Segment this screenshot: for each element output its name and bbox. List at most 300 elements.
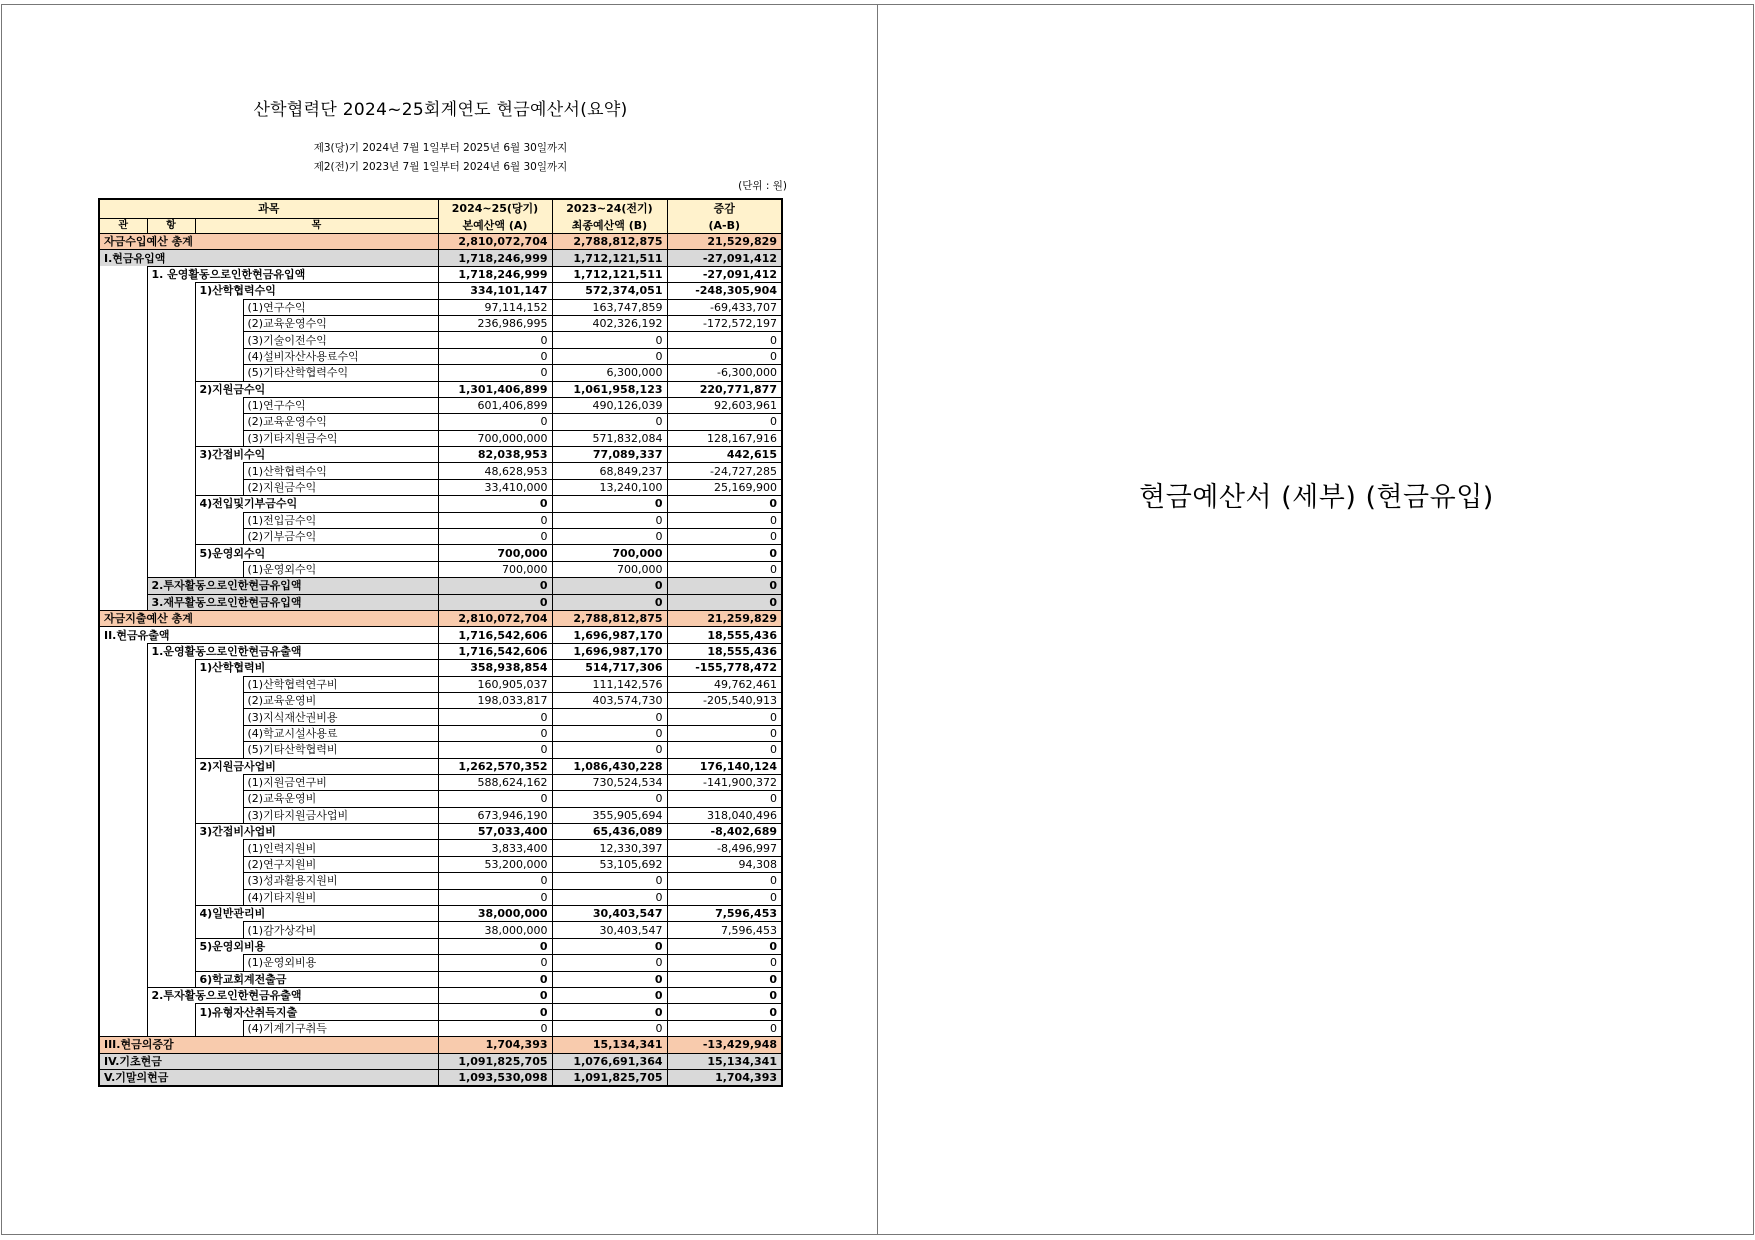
indent-cell xyxy=(195,348,243,364)
row-label: (2)교육운영비 xyxy=(243,791,438,807)
value-c: 0 xyxy=(667,791,782,807)
indent-cell xyxy=(195,873,243,889)
indent-cell xyxy=(147,725,195,741)
indent-cell xyxy=(195,791,243,807)
value-b: 163,747,859 xyxy=(552,299,667,315)
value-c: 0 xyxy=(667,1004,782,1020)
value-a: 0 xyxy=(438,938,552,954)
unit-label: (단위 : 원) xyxy=(738,180,787,192)
table-row xyxy=(99,725,782,741)
row-label: (1)전입금수익 xyxy=(243,512,438,528)
indent-cell xyxy=(147,676,195,692)
indent-cell xyxy=(147,348,195,364)
row-label: 1)유형자산취득지출 xyxy=(195,1004,438,1020)
period-previous: 제2(전)기 2023년 7월 1일부터 2024년 6월 30일까지 xyxy=(313,161,568,173)
cash-budget-table xyxy=(98,198,783,1087)
indent-cell xyxy=(195,463,243,479)
header-mok: 목 xyxy=(195,219,438,234)
value-c: 18,555,436 xyxy=(667,643,782,659)
indent-cell xyxy=(99,545,147,561)
value-c: 0 xyxy=(667,414,782,430)
value-c: 0 xyxy=(667,496,782,512)
value-b: 12,330,397 xyxy=(552,840,667,856)
row-label: I.현금유입액 xyxy=(99,250,438,266)
table-row xyxy=(99,397,782,413)
indent-cell xyxy=(147,315,195,331)
row-label: 2)지원금수익 xyxy=(195,381,438,397)
indent-cell xyxy=(99,742,147,758)
indent-cell xyxy=(147,496,195,512)
value-b: 65,436,089 xyxy=(552,824,667,840)
row-label: II.현금유출액 xyxy=(99,627,438,643)
value-c: 94,308 xyxy=(667,856,782,872)
header-col-c-line1: 증감 xyxy=(667,199,782,219)
indent-cell xyxy=(147,873,195,889)
value-a: 53,200,000 xyxy=(438,856,552,872)
table-row xyxy=(99,332,782,348)
value-c: 0 xyxy=(667,1020,782,1036)
value-c: -141,900,372 xyxy=(667,774,782,790)
value-c: 128,167,916 xyxy=(667,430,782,446)
indent-cell xyxy=(99,315,147,331)
row-label: (1)운영외수익 xyxy=(243,561,438,577)
table-row xyxy=(99,906,782,922)
value-b: 111,142,576 xyxy=(552,676,667,692)
header-col-a-line2: 본예산액 (A) xyxy=(438,219,552,234)
indent-cell xyxy=(195,807,243,823)
row-label: 3)간접비수익 xyxy=(195,447,438,463)
indent-cell xyxy=(147,922,195,938)
value-b: 2,788,812,875 xyxy=(552,610,667,626)
indent-cell xyxy=(99,463,147,479)
value-b: 355,905,694 xyxy=(552,807,667,823)
row-label: (3)기타지원금수익 xyxy=(243,430,438,446)
row-label: (5)기타산학협력수익 xyxy=(243,365,438,381)
table-row xyxy=(99,348,782,364)
row-label: (2)지원금수익 xyxy=(243,479,438,495)
row-label: 자금수입예산 총계 xyxy=(99,234,438,250)
row-label: (2)연구지원비 xyxy=(243,856,438,872)
row-label: 4)전입및기부금수익 xyxy=(195,496,438,512)
table-row xyxy=(99,987,782,1003)
value-b: 0 xyxy=(552,1004,667,1020)
value-b: 15,134,341 xyxy=(552,1037,667,1053)
table-row xyxy=(99,1053,782,1069)
value-b: 700,000 xyxy=(552,561,667,577)
row-label: (2)교육운영수익 xyxy=(243,315,438,331)
value-a: 0 xyxy=(438,1004,552,1020)
value-a: 0 xyxy=(438,971,552,987)
value-c: -155,778,472 xyxy=(667,660,782,676)
value-b: 0 xyxy=(552,955,667,971)
value-b: 0 xyxy=(552,987,667,1003)
value-b: 0 xyxy=(552,529,667,545)
table-row xyxy=(99,1069,782,1086)
indent-cell xyxy=(147,397,195,413)
right-page-title: 현금예산서 (세부) (현금유입) xyxy=(1139,482,1494,513)
indent-cell xyxy=(147,938,195,954)
value-c: -248,305,904 xyxy=(667,283,782,299)
table-row xyxy=(99,299,782,315)
indent-cell xyxy=(147,971,195,987)
table-row xyxy=(99,1020,782,1036)
table-row xyxy=(99,610,782,626)
indent-cell xyxy=(99,430,147,446)
indent-cell xyxy=(147,660,195,676)
row-label: 자금지출예산 총계 xyxy=(99,610,438,626)
value-b: 0 xyxy=(552,348,667,364)
value-c: -69,433,707 xyxy=(667,299,782,315)
value-a: 1,704,393 xyxy=(438,1037,552,1053)
value-b: 30,403,547 xyxy=(552,922,667,938)
value-c: 0 xyxy=(667,938,782,954)
indent-cell xyxy=(147,889,195,905)
value-c: 7,596,453 xyxy=(667,906,782,922)
row-label: 1)산학협력비 xyxy=(195,660,438,676)
value-c: 0 xyxy=(667,725,782,741)
row-label: (4)기타지원비 xyxy=(243,889,438,905)
indent-cell xyxy=(147,463,195,479)
table-row xyxy=(99,742,782,758)
indent-cell xyxy=(195,332,243,348)
value-c: -6,300,000 xyxy=(667,365,782,381)
value-c: 0 xyxy=(667,709,782,725)
value-b: 0 xyxy=(552,594,667,610)
value-c: 21,529,829 xyxy=(667,234,782,250)
table-row xyxy=(99,660,782,676)
value-b: 0 xyxy=(552,971,667,987)
indent-cell xyxy=(195,397,243,413)
value-a: 1,716,542,606 xyxy=(438,643,552,659)
row-label: 5)운영외수익 xyxy=(195,545,438,561)
table-row xyxy=(99,922,782,938)
value-b: 0 xyxy=(552,725,667,741)
indent-cell xyxy=(99,578,147,594)
table-row xyxy=(99,692,782,708)
indent-cell xyxy=(99,332,147,348)
row-label: (2)교육운영비 xyxy=(243,692,438,708)
value-b: 403,574,730 xyxy=(552,692,667,708)
value-a: 57,033,400 xyxy=(438,824,552,840)
value-a: 1,718,246,999 xyxy=(438,266,552,282)
value-b: 514,717,306 xyxy=(552,660,667,676)
table-row xyxy=(99,709,782,725)
value-a: 0 xyxy=(438,348,552,364)
indent-cell xyxy=(147,1020,195,1036)
row-label: 1. 운영활동으로인한현금유입액 xyxy=(147,266,438,282)
indent-cell xyxy=(195,512,243,528)
value-c: 7,596,453 xyxy=(667,922,782,938)
row-label: (1)운영외비용 xyxy=(243,955,438,971)
row-label: V.기말의현금 xyxy=(99,1069,438,1086)
value-c: -24,727,285 xyxy=(667,463,782,479)
indent-cell xyxy=(99,1004,147,1020)
value-b: 68,849,237 xyxy=(552,463,667,479)
value-a: 700,000 xyxy=(438,545,552,561)
table-row xyxy=(99,266,782,282)
value-b: 0 xyxy=(552,873,667,889)
value-a: 588,624,162 xyxy=(438,774,552,790)
value-b: 0 xyxy=(552,791,667,807)
table-row xyxy=(99,758,782,774)
row-label: 6)학교회계전출금 xyxy=(195,971,438,987)
indent-cell xyxy=(147,430,195,446)
table-row xyxy=(99,479,782,495)
table-row xyxy=(99,1004,782,1020)
row-label: (4)설비자산사용료수익 xyxy=(243,348,438,364)
indent-cell xyxy=(147,906,195,922)
value-b: 0 xyxy=(552,414,667,430)
value-a: 0 xyxy=(438,365,552,381)
indent-cell xyxy=(147,791,195,807)
table-row xyxy=(99,627,782,643)
value-b: 6,300,000 xyxy=(552,365,667,381)
table-row xyxy=(99,283,782,299)
indent-cell xyxy=(99,676,147,692)
value-c: 0 xyxy=(667,529,782,545)
indent-cell xyxy=(147,774,195,790)
value-a: 1,301,406,899 xyxy=(438,381,552,397)
value-c: -172,572,197 xyxy=(667,315,782,331)
value-c: 0 xyxy=(667,594,782,610)
value-c: 0 xyxy=(667,971,782,987)
value-c: 0 xyxy=(667,578,782,594)
value-a: 1,262,570,352 xyxy=(438,758,552,774)
value-a: 0 xyxy=(438,1020,552,1036)
indent-cell xyxy=(195,315,243,331)
indent-cell xyxy=(147,692,195,708)
indent-cell xyxy=(99,266,147,282)
value-c: 1,704,393 xyxy=(667,1069,782,1086)
indent-cell xyxy=(195,922,243,938)
value-a: 0 xyxy=(438,873,552,889)
table-row xyxy=(99,856,782,872)
indent-cell xyxy=(195,299,243,315)
value-a: 160,905,037 xyxy=(438,676,552,692)
value-c: 0 xyxy=(667,873,782,889)
indent-cell xyxy=(195,692,243,708)
indent-cell xyxy=(195,1020,243,1036)
row-label: (1)지원금연구비 xyxy=(243,774,438,790)
table-row xyxy=(99,676,782,692)
value-a: 1,718,246,999 xyxy=(438,250,552,266)
indent-cell xyxy=(99,512,147,528)
value-a: 0 xyxy=(438,742,552,758)
table-row xyxy=(99,578,782,594)
document-title: 산학협력단 2024~25회계연도 현금예산서(요약) xyxy=(253,100,628,120)
indent-cell xyxy=(99,889,147,905)
value-b: 1,076,691,364 xyxy=(552,1053,667,1069)
table-row xyxy=(99,938,782,954)
indent-cell xyxy=(195,856,243,872)
indent-cell xyxy=(99,348,147,364)
indent-cell xyxy=(147,332,195,348)
indent-cell xyxy=(99,692,147,708)
indent-cell xyxy=(99,447,147,463)
indent-cell xyxy=(99,479,147,495)
value-b: 572,374,051 xyxy=(552,283,667,299)
indent-cell xyxy=(147,479,195,495)
value-b: 0 xyxy=(552,938,667,954)
indent-cell xyxy=(147,299,195,315)
value-a: 0 xyxy=(438,955,552,971)
indent-cell xyxy=(195,365,243,381)
value-c: 0 xyxy=(667,545,782,561)
row-label: (4)학교시설사용료 xyxy=(243,725,438,741)
indent-cell xyxy=(195,561,243,577)
row-label: (4)기계기구취득 xyxy=(243,1020,438,1036)
indent-cell xyxy=(147,512,195,528)
table-row xyxy=(99,840,782,856)
value-a: 48,628,953 xyxy=(438,463,552,479)
value-a: 0 xyxy=(438,594,552,610)
indent-cell xyxy=(99,873,147,889)
value-b: 730,524,534 xyxy=(552,774,667,790)
value-b: 700,000 xyxy=(552,545,667,561)
row-label: 2.투자활동으로인한현금유출액 xyxy=(147,987,438,1003)
value-b: 571,832,084 xyxy=(552,430,667,446)
value-c: 220,771,877 xyxy=(667,381,782,397)
indent-cell xyxy=(99,529,147,545)
row-label: 1.운영활동으로인한현금유출액 xyxy=(147,643,438,659)
indent-cell xyxy=(99,824,147,840)
value-a: 1,091,825,705 xyxy=(438,1053,552,1069)
indent-cell xyxy=(147,381,195,397)
value-b: 0 xyxy=(552,332,667,348)
value-c: 0 xyxy=(667,889,782,905)
row-label: IV.기초현금 xyxy=(99,1053,438,1069)
indent-cell xyxy=(195,840,243,856)
indent-cell xyxy=(147,1004,195,1020)
value-a: 2,810,072,704 xyxy=(438,234,552,250)
value-b: 1,696,987,170 xyxy=(552,627,667,643)
value-a: 0 xyxy=(438,791,552,807)
indent-cell xyxy=(99,660,147,676)
row-label: 2.투자활동으로인한현금유입액 xyxy=(147,578,438,594)
table-row xyxy=(99,315,782,331)
left-page xyxy=(1,4,878,1235)
indent-cell xyxy=(99,987,147,1003)
value-c: 0 xyxy=(667,348,782,364)
value-b: 1,712,121,511 xyxy=(552,266,667,282)
value-b: 0 xyxy=(552,889,667,905)
value-c: 0 xyxy=(667,955,782,971)
value-a: 0 xyxy=(438,414,552,430)
indent-cell xyxy=(99,594,147,610)
indent-cell xyxy=(195,774,243,790)
value-a: 700,000 xyxy=(438,561,552,577)
indent-cell xyxy=(195,529,243,545)
table-row xyxy=(99,447,782,463)
value-b: 0 xyxy=(552,578,667,594)
indent-cell xyxy=(147,545,195,561)
indent-cell xyxy=(147,955,195,971)
table-row xyxy=(99,529,782,545)
indent-cell xyxy=(195,709,243,725)
indent-cell xyxy=(195,676,243,692)
value-c: -205,540,913 xyxy=(667,692,782,708)
table-row xyxy=(99,889,782,905)
indent-cell xyxy=(147,365,195,381)
table-row xyxy=(99,234,782,250)
value-c: 92,603,961 xyxy=(667,397,782,413)
table-row xyxy=(99,561,782,577)
period-current: 제3(당)기 2024년 7월 1일부터 2025년 6월 30일까지 xyxy=(313,142,568,154)
value-a: 0 xyxy=(438,725,552,741)
indent-cell xyxy=(99,496,147,512)
value-b: 0 xyxy=(552,496,667,512)
value-c: 0 xyxy=(667,742,782,758)
value-b: 2,788,812,875 xyxy=(552,234,667,250)
indent-cell xyxy=(99,414,147,430)
value-a: 700,000,000 xyxy=(438,430,552,446)
value-a: 38,000,000 xyxy=(438,906,552,922)
row-label: (5)기타산학협력비 xyxy=(243,742,438,758)
value-a: 0 xyxy=(438,709,552,725)
value-c: 0 xyxy=(667,512,782,528)
indent-cell xyxy=(147,856,195,872)
value-c: 176,140,124 xyxy=(667,758,782,774)
table-row xyxy=(99,873,782,889)
indent-cell xyxy=(147,283,195,299)
value-c: -27,091,412 xyxy=(667,266,782,282)
indent-cell xyxy=(99,856,147,872)
value-c: -8,402,689 xyxy=(667,824,782,840)
value-b: 1,061,958,123 xyxy=(552,381,667,397)
header-col-b-line1: 2023~24(전기) xyxy=(552,199,667,219)
indent-cell xyxy=(195,742,243,758)
table-row xyxy=(99,250,782,266)
header-subject: 과목 xyxy=(99,199,438,219)
value-c: -13,429,948 xyxy=(667,1037,782,1053)
indent-cell xyxy=(195,479,243,495)
header-row-2 xyxy=(99,219,782,234)
value-c: 0 xyxy=(667,561,782,577)
value-c: 21,259,829 xyxy=(667,610,782,626)
indent-cell xyxy=(99,971,147,987)
value-a: 33,410,000 xyxy=(438,479,552,495)
indent-cell xyxy=(195,414,243,430)
indent-cell xyxy=(99,807,147,823)
table-row xyxy=(99,463,782,479)
value-a: 0 xyxy=(438,889,552,905)
table-row xyxy=(99,955,782,971)
value-a: 0 xyxy=(438,987,552,1003)
value-c: 25,169,900 xyxy=(667,479,782,495)
header-gwan: 관 xyxy=(99,219,147,234)
value-c: 18,555,436 xyxy=(667,627,782,643)
header-row-1 xyxy=(99,199,782,219)
indent-cell xyxy=(99,381,147,397)
value-b: 0 xyxy=(552,512,667,528)
value-a: 0 xyxy=(438,496,552,512)
value-a: 38,000,000 xyxy=(438,922,552,938)
value-a: 236,986,995 xyxy=(438,315,552,331)
value-c: 0 xyxy=(667,332,782,348)
value-b: 0 xyxy=(552,742,667,758)
row-label: (3)기타지원금사업비 xyxy=(243,807,438,823)
value-c: 0 xyxy=(667,987,782,1003)
value-a: 0 xyxy=(438,529,552,545)
table-row xyxy=(99,414,782,430)
indent-cell xyxy=(99,922,147,938)
row-label: (3)성과활용지원비 xyxy=(243,873,438,889)
value-a: 1,093,530,098 xyxy=(438,1069,552,1086)
value-a: 82,038,953 xyxy=(438,447,552,463)
indent-cell xyxy=(147,709,195,725)
header-hang: 항 xyxy=(147,219,195,234)
header-col-b-line2: 최종예산액 (B) xyxy=(552,219,667,234)
